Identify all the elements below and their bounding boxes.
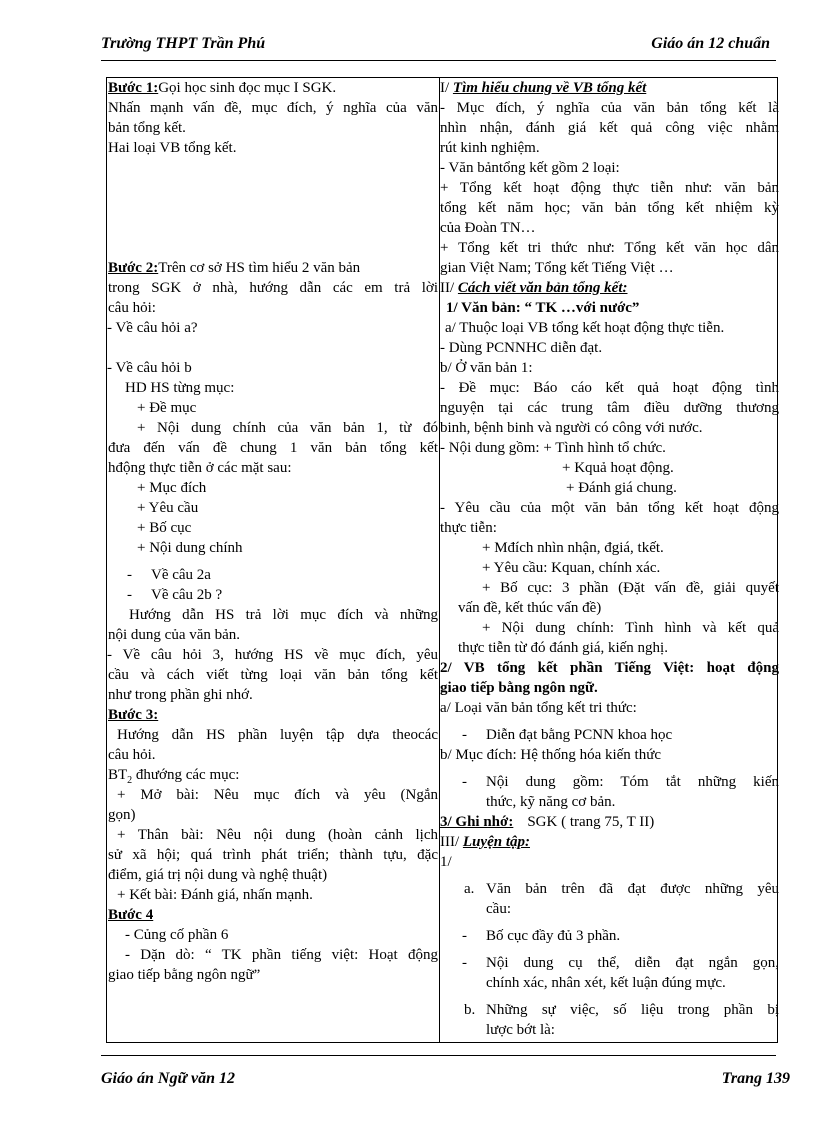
memo-line <box>440 812 779 832</box>
left-line: câu hỏi. <box>108 747 156 763</box>
left-line: bản tổng kết. <box>108 120 186 136</box>
left-line: + Đề mục <box>137 400 197 416</box>
section-3-number: III/ <box>440 834 463 850</box>
left-bullet-dash: - <box>127 567 132 583</box>
right-line: - Mục đích, ý nghĩa của văn bản tổng kết là <box>440 100 779 116</box>
right-line: - Yêu cầu của một văn bản tổng kết hoạt động <box>440 500 779 516</box>
right-line: của Đoàn TN… <box>440 220 536 236</box>
step-1-text: Gọi học sinh đọc mục I SGK. <box>158 80 337 96</box>
right-line: - Đề mục: Báo cáo kết quả hoạt động tình <box>440 380 779 396</box>
left-line: Hướng dẫn HS phần luyện tập dựa theocác <box>117 727 438 743</box>
bt-prefix: BT <box>108 767 128 783</box>
right-line: thực tiễn từ đó đánh giá, kiến nghị. <box>458 640 668 656</box>
step-4-label: Bước 4 <box>108 907 154 923</box>
header-rule <box>101 60 776 61</box>
right-line: + Nội dung chính: Tình hình và kết quả <box>482 620 779 636</box>
header-school: Trường THPT Trần Phú <box>101 35 266 52</box>
right-line: - Nội dung gồm: + Tình hình tổ chức. <box>440 440 666 456</box>
left-line: - Về câu hỏi 3, hướng HS về mục đích, yêu <box>107 647 438 663</box>
left-line: câu hỏi: <box>108 300 156 316</box>
left-line: Nhấn mạnh vấn đề, mục đích, ý nghĩa của văn <box>108 100 438 116</box>
right-line: + Kquả hoạt động. <box>562 460 674 476</box>
left-line: điểm, giá trị nội dung và nghệ thuật) <box>108 867 328 883</box>
left-line: giao tiếp bằng ngôn ngữ” <box>108 967 261 983</box>
list-marker-b: b. <box>464 1002 476 1018</box>
right-line: Nội dung gồm: Tóm tắt những kiến <box>486 774 779 790</box>
step-3-label: Bước 3: <box>108 707 159 723</box>
right-subheading: 1/ Văn bản: “ TK …với nước” <box>446 300 640 316</box>
left-line: + Yêu cầu <box>137 500 199 516</box>
section-1-title: Tìm hiểu chung về VB tổng kết <box>452 80 647 96</box>
right-line: b/ Ở văn bản 1: <box>440 360 533 376</box>
memo-label: 3/ Ghi nhớ: <box>440 814 514 830</box>
left-line: - Về câu hỏi b <box>107 360 192 376</box>
right-subheading: 2/ VB tổng kết phần Tiếng Việt: hoạt động <box>440 660 779 676</box>
left-line: sử xã hội; quá trình phát triển; thành tựu, đặc <box>108 847 438 863</box>
right-line: Diễn đạt bằng PCNN khoa học <box>486 727 673 743</box>
left-bullet-dash: - <box>127 587 132 603</box>
right-line: Những sự việc, số liệu trong phần bị <box>486 1002 779 1018</box>
left-line: Về câu 2b ? <box>151 587 223 603</box>
left-line: HD HS từng mục: <box>125 380 235 396</box>
right-bullet-dash: - <box>462 727 467 743</box>
right-subheading: giao tiếp bằng ngôn ngữ. <box>440 680 598 696</box>
left-line: gọn) <box>108 807 136 823</box>
right-line: - Dùng PCNNHC diễn đạt. <box>440 340 603 356</box>
right-line: + Tổng kết tri thức như: Tổng kết văn học dân <box>440 240 779 256</box>
right-bullet-dash: - <box>462 955 467 971</box>
left-line: đưa đến vấn đề chung 1 văn bản tổng kết <box>108 440 438 456</box>
footer-rule <box>101 1055 776 1056</box>
left-line: Hướng dẫn HS trả lời mục đích và những <box>129 607 438 623</box>
right-bullet-dash: - <box>462 928 467 944</box>
right-line: + Tổng kết hoạt động thực tiễn như: văn bản <box>440 180 779 196</box>
header-doc-title: Giáo án 12 chuẩn <box>651 35 770 52</box>
section-1-heading <box>440 78 779 98</box>
bt2-line <box>108 765 438 785</box>
left-line: nội dung của văn bản. <box>108 627 241 643</box>
right-line: 1/ <box>440 854 452 870</box>
memo-text: SGK ( trang 75, T II) <box>527 814 655 830</box>
right-line: tổng kết năm học; văn bản tổng kết nhiệm kỳ <box>440 200 779 216</box>
left-line: + Bố cục <box>137 520 192 536</box>
left-line: + Mở bài: Nêu mục đích và yêu (Ngắn <box>117 787 438 803</box>
left-line: + Kết bài: Đánh giá, nhấn mạnh. <box>117 887 313 903</box>
left-line: + Nội dung chính <box>137 540 243 556</box>
section-1-number: I/ <box>440 80 453 96</box>
left-line: hđộng thực tiễn ở các mặt sau: <box>108 460 292 476</box>
right-line: + Mđích nhìn nhận, đgiá, tkết. <box>482 540 664 556</box>
left-line: trong SGK ở nhà, hướng dẫn các em trả lời <box>108 280 438 296</box>
right-line: + Bố cục: 3 phần (Đặt vấn đề, giải quyết <box>482 580 779 596</box>
step-1-line <box>108 78 438 98</box>
right-line: + Đánh giá chung. <box>566 480 677 496</box>
left-line: Hai loại VB tổng kết. <box>108 140 237 156</box>
right-line: binh, bệnh binh và người có công với nước. <box>440 420 703 436</box>
bt-text: đhướng các mục: <box>132 767 240 783</box>
right-line: gian Việt Nam; Tổng kết Tiếng Việt … <box>440 260 674 276</box>
section-2-number: II/ <box>440 280 458 296</box>
right-line: - Văn bảntổng kết gồm 2 loại: <box>440 160 620 176</box>
right-line: a/ Loại văn bản tổng kết tri thức: <box>440 700 637 716</box>
left-line: cầu và cách viết từng loại văn bản tổng kết <box>108 667 438 683</box>
step-2-text: Trên cơ sở HS tìm hiểu 2 văn bản <box>158 260 361 276</box>
step-2-line <box>108 258 438 278</box>
left-line: - Củng cố phần 6 <box>125 927 229 943</box>
right-line: vấn đề, kết thúc vấn đề) <box>458 600 602 616</box>
section-2-title: Cách viết văn bản tổng kết: <box>457 280 628 296</box>
left-line: như trong phần ghi nhớ. <box>108 687 253 703</box>
right-line: Văn bản trên đã đạt được những yêu <box>486 881 779 897</box>
right-line: rút kinh nghiệm. <box>440 140 540 156</box>
right-line: cầu: <box>486 901 511 917</box>
right-line: thức, kỹ năng cơ bản. <box>486 794 616 810</box>
left-line: - Về câu hỏi a? <box>107 320 198 336</box>
lesson-table <box>106 77 778 1043</box>
page-number: Trang 139 <box>721 1070 790 1087</box>
step-2-label: Bước 2: <box>108 260 159 276</box>
right-line: nhìn nhận, đánh giá kết quả công việc nhằm <box>440 120 779 136</box>
section-3-heading <box>440 832 779 852</box>
right-line: nguyện tại các trung tâm điều dưỡng thương <box>440 400 779 416</box>
step-1-label: Bước 1: <box>108 80 159 96</box>
right-line: chính xác, nhân xét, kết luận đúng mực. <box>486 975 726 991</box>
footer-doc-title: Giáo án Ngữ văn 12 <box>101 1070 236 1087</box>
list-marker-a: a. <box>464 881 475 897</box>
right-bullet-dash: - <box>462 774 467 790</box>
bt-subscript: 2 <box>127 775 133 786</box>
left-line: Về câu 2a <box>151 567 211 583</box>
right-line: lược bớt là: <box>486 1022 555 1038</box>
section-3-title: Luyện tập: <box>462 834 530 850</box>
right-line: + Yêu cầu: Kquan, chính xác. <box>482 560 661 576</box>
section-2-heading <box>440 278 779 298</box>
left-line: + Thân bài: Nêu nội dung (hoàn cảnh lịch <box>117 827 438 843</box>
left-line: - Dặn dò: “ TK phần tiếng việt: Hoạt động <box>125 947 438 963</box>
right-line: Nội dung cụ thể, diễn đạt ngắn gọn, <box>486 955 779 971</box>
left-line: + Nội dung chính của văn bản 1, từ đó <box>137 420 438 436</box>
right-line: thực tiễn: <box>440 520 497 536</box>
right-line: a/ Thuộc loại VB tổng kết hoạt động thực tiễn. <box>445 320 725 336</box>
right-line: Bố cục đầy đủ 3 phần. <box>486 928 621 944</box>
right-line: b/ Mục đích: Hệ thống hóa kiến thức <box>440 747 662 763</box>
left-line: + Mục đích <box>137 480 207 496</box>
